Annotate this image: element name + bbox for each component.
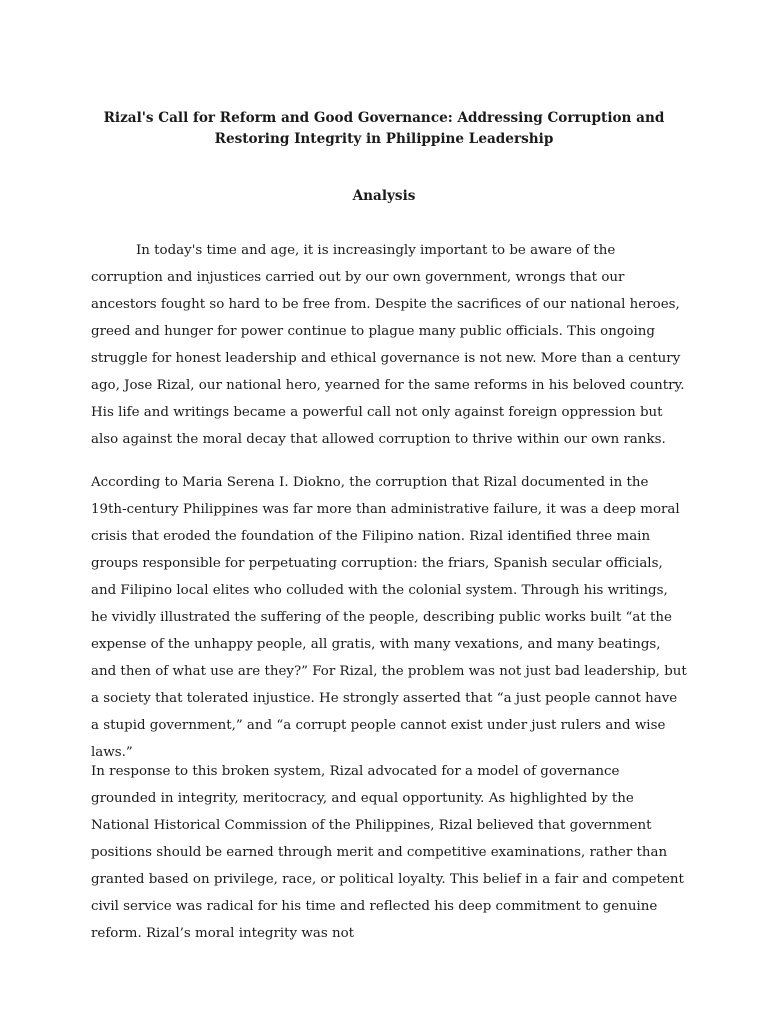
section-heading: Analysis <box>352 188 416 204</box>
paragraph-1: In today's time and age, it is increasingly important to be aware of the corruption and injustices carried out by our own government, wrongs that our ancestors fought so hard to be free from. Despite the sacrifices of our national heroes, greed and hunger for power continue to plague many public officials. This ongoing struggle for honest leadership and ethical governance is not new. More than a century ago, Jose Rizal, our national hero, yearned for the same reforms in his beloved country. His life and writings became a powerful call not only against foreign oppression but also against the moral decay that allowed corruption to thrive within our own ranks. <box>91 243 685 447</box>
paragraph-3: In response to this broken system, Rizal advocated for a model of governance grounded in integrity, meritocracy, and equal opportunity. As highlighted by the National Historical Commission of the Philippines, Rizal believed that government positions should be earned through merit and competitive examinations, rather than granted based on privilege, race, or political loyalty. This belief in a fair and competent civil service was radical for his time and reflected his deep commitment to genuine reform. Rizal’s moral integrity was not <box>91 764 684 941</box>
document-title: Rizal's Call for Reform and Good Governance: Addressing Corruption and Restoring Integrity in Philippine Leadership <box>103 110 665 147</box>
paragraph-2: According to Maria Serena I. Diokno, the corruption that Rizal documented in the 19th-century Philippines was far more than administrative failure, it was a deep moral crisis that eroded the foundation of the Filipino nation. Rizal identified three main groups responsible for perpetuating corruption: the friars, Spanish secular officials, and Filipino local elites who colluded with the colonial system. Through his writings, he vividly illustrated the suffering of the people, describing public works built “at the expense of the unhappy people, all gratis, with many vexations, and many beatings, and then of what use are they?” For Rizal, the problem was not just bad leadership, but a society that tolerated injustice. He strongly asserted that “a just people cannot have a stupid government,” and “a corrupt people cannot exist under just rulers and wise laws.” <box>91 475 687 760</box>
